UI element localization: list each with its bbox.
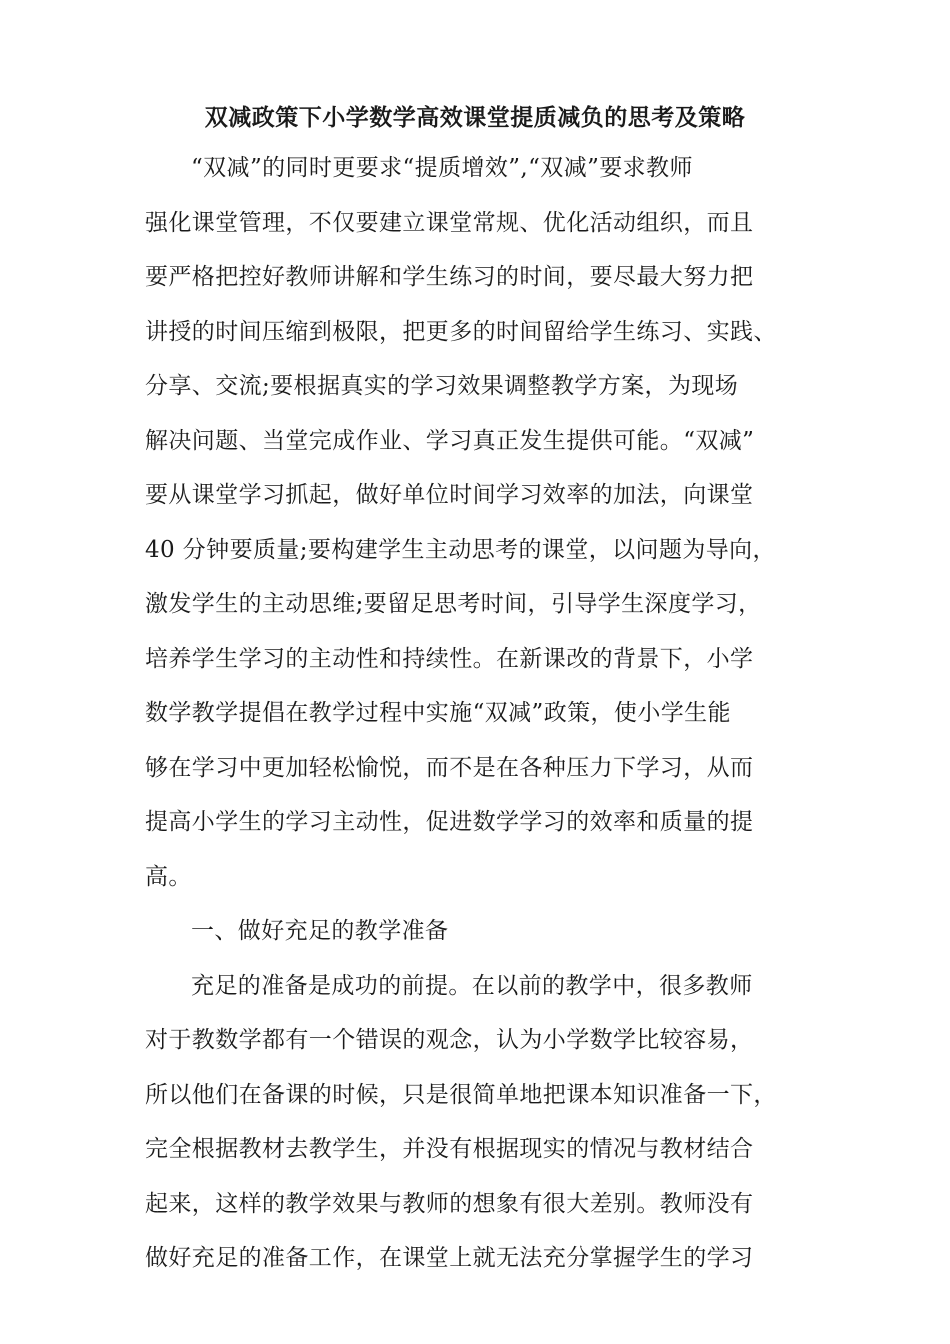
paragraph-line: 够在学习中更加轻松愉悦，而不是在各种压力下学习，从而 bbox=[145, 754, 754, 781]
paragraph-line: 做好充足的准备工作，在课堂上就无法充分掌握学生的学习 bbox=[145, 1245, 754, 1271]
paragraph-line: 提高小学生的学习主动性，促进数学学习的效率和质量的提 bbox=[145, 809, 754, 835]
paragraph-line: 40 分钟要质量;要构建学生主动思考的课堂，以问题为导向， bbox=[145, 536, 776, 563]
paragraph-line: 培养学生学习的主动性和持续性。在新课改的背景下，小学 bbox=[145, 645, 754, 672]
paragraph-line: 要严格把控好教师讲解和学生练习的时间，要尽最大努力把 bbox=[145, 264, 754, 290]
paragraph-line: 要从课堂学习抓起，做好单位时间学习效率的加法，向课堂 bbox=[145, 482, 754, 508]
paragraph-line: 起来，这样的教学效果与教师的想象有很大差别。教师没有 bbox=[145, 1190, 754, 1217]
paragraph-line: 对于教数学都有一个错误的观念，认为小学数学比较容易， bbox=[145, 1027, 754, 1053]
document-title: 双减政策下小学数学高效课堂提质减负的思考及策略 bbox=[204, 104, 746, 131]
paragraph-line: 完全根据教材去教学生，并没有根据现实的情况与教材结合 bbox=[145, 1136, 754, 1162]
paragraph-line: “双减”的同时更要求“提质增效”,“双减”要求教师 bbox=[191, 155, 693, 181]
paragraph-line: 数学教学提倡在教学过程中实施“双减”政策，使小学生能 bbox=[145, 700, 731, 726]
paragraph-line: 充足的准备是成功的前提。在以前的教学中，很多教师 bbox=[191, 972, 753, 999]
section-heading: 一、做好充足的教学准备 bbox=[191, 918, 449, 944]
paragraph-line: 解决问题、当堂完成作业、学习真正发生提供可能。“双减” bbox=[145, 427, 755, 454]
paragraph-line: 讲授的时间压缩到极限，把更多的时间留给学生练习、实践、 bbox=[145, 318, 777, 345]
paragraph-line: 所以他们在备课的时候，只是很简单地把课本知识准备一下， bbox=[145, 1081, 777, 1108]
paragraph-line: 强化课堂管理，不仅要建立课堂常规、优化活动组织，而且 bbox=[145, 209, 754, 236]
paragraph-line: 高。 bbox=[145, 863, 192, 890]
paragraph-line: 分享、交流;要根据真实的学习效果调整教学方案，为现场 bbox=[145, 373, 739, 399]
paragraph-line: 激发学生的主动思维;要留足思考时间，引导学生深度学习， bbox=[145, 591, 762, 617]
document-body bbox=[145, 150, 825, 1295]
